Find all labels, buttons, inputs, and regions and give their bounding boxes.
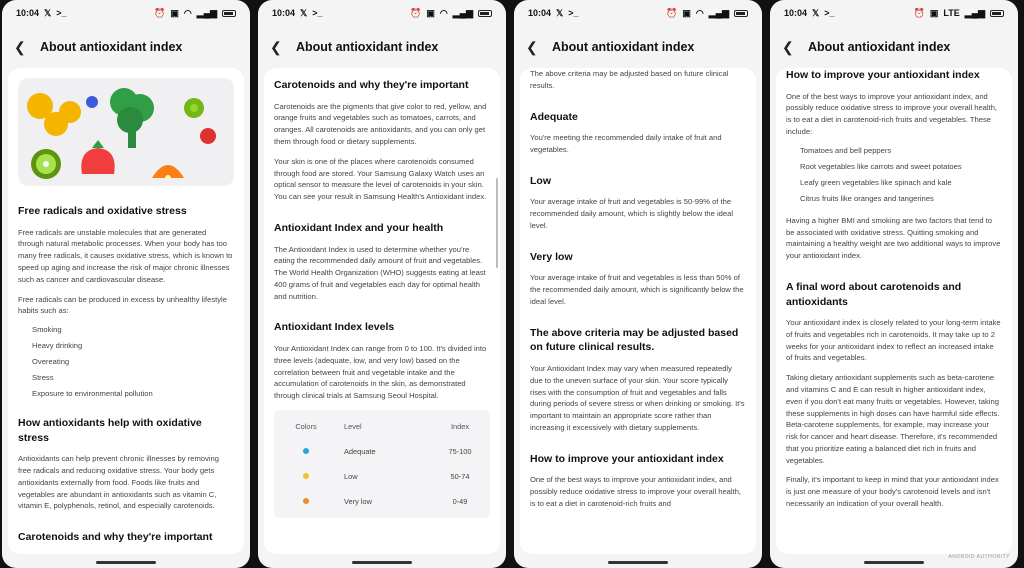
header-level: Level [344,421,362,431]
page-title: About antioxidant index [296,40,439,54]
foods-list [786,146,1002,203]
paragraph-criteria: Your Antioxidant Index may vary when measured repeatedly due to the uneven surface of your skin. Your score typically rises with the consumption of fruit and vegetables and falls during periods of severe stress or when drinking or smoking. It's important to maintain an appropriate score rather than increasing it excessively with dietary supplements. [530,364,745,432]
signal-icon: ▂▄▆ [964,7,985,18]
nfc-icon: ▣ [929,7,939,18]
list-item: Heavy drinking [32,341,83,351]
paragraph-free-radicals-2: Free radicals can be produced in excess by unhealthy lifestyle habits such as: [18,294,227,316]
home-indicator[interactable] [352,561,412,564]
heading-low: Low [530,174,551,187]
paragraph-carotenoids-2: Your skin is one of the places where carotenoids consumed through food are stored. Your Samsung Galaxy Watch uses an optical sensor to measure the level of carotenoids in your skin. You can see your result in Samsung Health's Antioxidant index. [274,156,487,202]
paragraph-carotenoids-1: Carotenoids are the pigments that give color to red, yellow, and orange fruits and vegetables such as tomatoes, carrots, and oranges. All carotenoids are antioxidants, and you can only get them through food or dietary supplements. [274,101,487,146]
alarm-icon: ⏰ [913,7,925,18]
watermark: ANDROID AUTHORITY [948,554,1010,560]
very-low-color-dot [303,498,309,504]
scrollbar[interactable] [496,178,498,268]
fruit-vegetable-illustration [18,78,234,186]
signal-icon: ▂▄▆ [196,7,217,18]
home-indicator[interactable] [608,561,668,564]
battery-icon [222,10,236,17]
app-bar [514,26,762,68]
content-card[interactable] [776,68,1012,554]
home-indicator[interactable] [864,561,924,564]
content-card[interactable] [264,68,500,554]
heading-free-radicals: Free radicals and oxidative stress [18,205,187,217]
battery-icon [990,10,1004,17]
paragraph-very-low: Your average intake of fruit and vegetables is less than 50% of the recommended daily amount, which is significantly below the ideal level. [530,273,744,306]
adequate-color-dot [303,448,309,454]
nfc-icon: ▣ [426,7,435,18]
page-title: About antioxidant index [40,40,183,54]
paragraph-final-1: Your antioxidant index is closely related to your long-term intake of fruits and vegetables rich in carotenoids. It may take up to 2 weeks for your antioxidant index to reflect an increased intake of fruits and vegetables. [786,318,1001,363]
habits-list [18,325,234,398]
alarm-icon: ⏰ [666,7,678,18]
content-card[interactable] [520,68,756,554]
clock: 10:04 [528,8,552,18]
app-bar [770,26,1018,68]
page-title: About antioxidant index [552,40,695,54]
header-index: Index [450,421,470,431]
heading-index-health: Antioxidant Index and your health [274,221,444,234]
heading-carotenoids: Carotenoids and why they're important [18,531,213,544]
level-cell: Low [344,471,358,481]
status-bar [2,0,250,26]
clock: 10:04 [16,8,40,18]
phone-screen-1 [2,0,250,568]
clock: 10:04 [272,8,296,18]
fruit-vegetable-image [18,78,226,186]
list-item: Leafy green vegetables like spinach and kale [800,177,952,187]
heading-final-word: A final word about carotenoids and antioxidants [786,280,962,308]
x-app-icon: 𝕏 [812,7,820,18]
list-item: Tomatoes and bell peppers [800,145,892,155]
wifi-icon: ◠ [183,7,192,18]
heading-improve: How to improve your antioxidant index [530,452,724,465]
header-colors: Colors [295,421,317,431]
alarm-icon: ⏰ [410,7,422,18]
clock: 10:04 [784,8,808,18]
status-bar [770,0,1018,26]
x-app-icon: 𝕏 [300,7,308,18]
home-indicator[interactable] [96,561,156,564]
paragraph-index-levels: Your Antioxidant Index can range from 0 to 100. It's divided into three levels (adequate, low, and very low) based on the correlation between fruit and vegetable intake and the accumulation of carotenoids in the skin, as demonstrated through clinical trials at Samsung Seoul Hospital. [274,344,487,401]
list-item: Root vegetables like carrots and sweet potatoes [800,161,962,171]
terminal-icon: >_ [56,8,67,18]
heading-very-low: Very low [530,250,573,263]
back-arrow-icon[interactable]: ❮ [526,38,538,55]
alarm-icon: ⏰ [154,7,166,18]
back-arrow-icon[interactable]: ❮ [782,38,794,55]
heading-criteria: The above criteria may be adjusted based on future clinical results. [530,326,739,354]
wifi-icon: ◠ [439,7,448,18]
heading-antioxidants: How antioxidants help with oxidative stress [18,417,202,444]
index-cell: 75-100 [448,446,472,456]
heading-improve: How to improve your antioxidant index [786,69,980,81]
status-bar [258,0,506,26]
paragraph-index-health: The Antioxidant Index is used to determine whether you're eating the recommended daily amount of fruit and vegetables. The World Health Organization (WHO) suggests eating at least 400 grams of fruit and vegetables each day for optimal health and nutrition. [274,244,486,301]
signal-icon: ▂▄▆ [708,7,729,18]
heading-adequate: Adequate [530,110,578,123]
list-item: Citrus fruits like oranges and tangerines [800,193,934,203]
wifi-icon: ◠ [695,7,704,18]
table-row [274,489,490,514]
phone-screen-3 [514,0,762,568]
list-item: Exposure to environmental pollution [32,389,153,399]
signal-icon: ▂▄▆ [452,7,473,18]
battery-icon [478,10,492,17]
paragraph-free-radicals-1: Free radicals are unstable molecules that are generated through natural metabolic processes. When your body has too many free radicals, it causes oxidative stress, which is known to speed up aging and increase the risk of major chronic illnesses such as cancer and cardiovascular disease. [18,227,233,284]
paragraph-bmi: Having a higher BMI and smoking are two factors that tend to be associated with oxidative stress. Quitting smoking and maintaining a healthy weight are two additional ways to improve your antioxidant index. [786,215,1001,261]
app-bar [258,26,506,68]
index-cell: 0-49 [452,496,468,506]
battery-icon [734,10,748,17]
back-arrow-icon[interactable]: ❮ [270,38,282,55]
app-bar [2,26,250,68]
heading-carotenoids: Carotenoids and why they're important [274,79,469,91]
list-item: Stress [32,373,54,383]
table-row [274,464,490,489]
content-card[interactable] [8,68,244,554]
paragraph-criteria-top: The above criteria may be adjusted based on future clinical results. [530,69,729,90]
table-header [274,414,490,439]
index-cell: 50-74 [450,471,470,481]
paragraph-low: Your average intake of fruit and vegetables is 50-99% of the recommended daily amount, which is slightly below the ideal level. [530,197,734,230]
paragraph-antioxidants: Antioxidants can help prevent chronic illnesses by removing free radicals and reducing oxidative stress. Your body gets antioxidants externally from food. Foods like fruits and vegetables are abundant in antioxidants such as vitamin C, vitamin E, polyphenols, retinol, and especially carotenoids. [18,454,219,511]
terminal-icon: >_ [568,8,579,18]
list-item: Overeating [32,357,70,367]
terminal-icon: >_ [824,8,835,18]
paragraph-improve: One of the best ways to improve your antioxidant index, and possibly reduce oxidative stress to improve your overall health, is to eat a diet in carotenoid-rich fruits and vegetables. These include: [786,91,998,136]
level-cell: Very low [344,496,372,506]
level-cell: Adequate [344,446,376,456]
table-row [274,439,490,464]
page-title: About antioxidant index [808,40,951,54]
terminal-icon: >_ [312,8,323,18]
phone-screen-4 [770,0,1018,568]
x-app-icon: 𝕏 [556,7,564,18]
low-color-dot [303,473,309,479]
network-type: LTE [943,8,960,18]
phone-screen-2 [258,0,506,568]
back-arrow-icon[interactable]: ❮ [14,38,26,55]
levels-table [274,410,490,518]
nfc-icon: ▣ [170,7,179,18]
nfc-icon: ▣ [682,7,691,18]
status-bar [514,0,762,26]
paragraph-adequate: You're meeting the recommended daily intake of fruit and vegetables. [530,133,722,154]
paragraph-improve: One of the best ways to improve your antioxidant index, and possibly reduce oxidative stress to improve your overall health, is to eat a diet in carotenoid-rich fruits and [530,475,742,508]
heading-index-levels: Antioxidant Index levels [274,321,395,334]
paragraph-final-3: Finally, it's important to keep in mind that your antioxidant index is just one measure of your body's carotenoid levels and isn't necessarily an indication of your overall health. [786,475,999,508]
paragraph-final-2: Taking dietary antioxidant supplements such as beta-carotene and vitamins C and E can result in higher antioxidant index, even if you don't eat many fruits or vegetables. However, taking these supplements in high doses can have harmful side effects. Beta-carotene supplements, for example, may increase your risk for cancer and heart disease. Therefore, it's recommended that you prioritize eating a balanced diet rich in fruits and vegetables. [786,373,1000,465]
list-item: Smoking [32,325,62,335]
x-app-icon: 𝕏 [44,7,52,18]
